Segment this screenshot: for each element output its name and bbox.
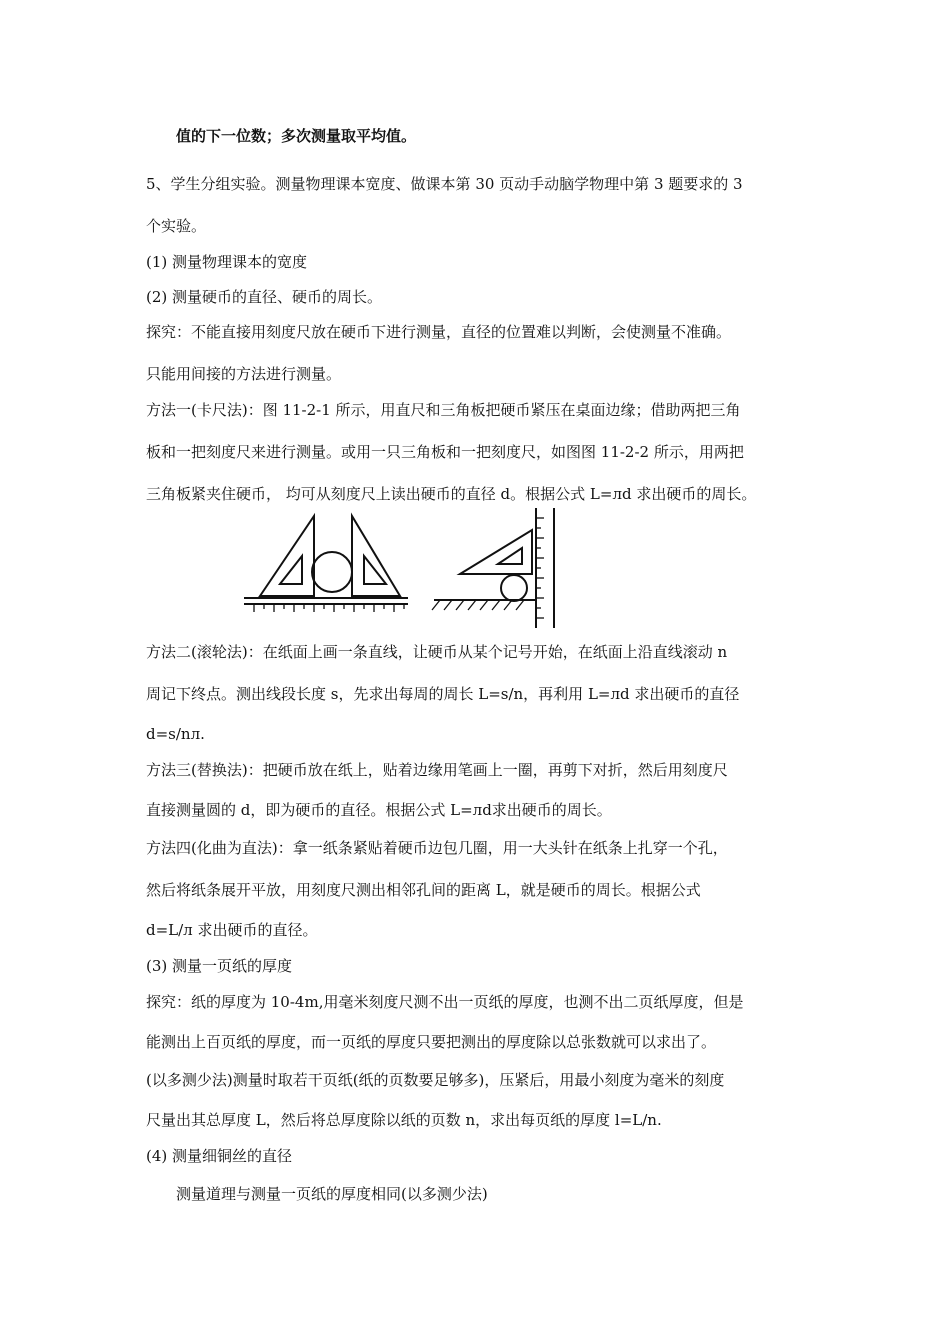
text-line: (2) 测量硬币的直径、硬币的周长。 — [146, 288, 383, 306]
text-line: (以多测少法)测量时取若干页纸(纸的页数要足够多)，压紧后，用最小刻度为毫米的刻度 — [146, 1071, 725, 1089]
text-line: (3) 测量一页纸的厚度 — [146, 957, 293, 975]
text-line: 然后将纸条展开平放，用刻度尺测出相邻孔间的距离 L，就是硬币的周长。根据公式 — [146, 881, 701, 899]
text-line: (1) 测量物理课本的宽度 — [146, 253, 308, 271]
text-line: (4) 测量细铜丝的直径 — [146, 1147, 293, 1165]
text-line: 尺量出其总厚度 L，然后将总厚度除以纸的页数 n，求出每页纸的厚度 l=L/n. — [146, 1111, 662, 1129]
text-line: 三角板紧夹住硬币， 均可从刻度尺上读出硬币的直径 d。根据公式 L=лd 求出硬币的周长。 — [146, 485, 757, 503]
caliper-method-figure — [240, 508, 580, 632]
text-line: 方法四(化曲为直法)：拿一纸条紧贴着硬币边包几圈，用一大头针在纸条上扎穿一个孔， — [146, 839, 728, 857]
text-line: 测量道理与测量一页纸的厚度相同(以多测少法) — [176, 1185, 488, 1203]
text-line: 探究：纸的厚度为 10-4m,用毫米刻度尺测不出一页纸的厚度，也测不出二页纸厚度，但是 — [146, 993, 744, 1011]
text-line: 5、学生分组实验。测量物理课本宽度、做课本第 30 页动手动脑学物理中第 3 题要求的 3 — [146, 175, 743, 193]
text-line: 个实验。 — [146, 217, 207, 235]
text-line: 只能用间接的方法进行测量。 — [146, 365, 342, 383]
text-line: 板和一把刻度尺来进行测量。或用一只三角板和一把刻度尺，如图图 11-2-2 所示，用两把 — [146, 443, 744, 461]
text-line: d=L/л 求出硬币的直径。 — [146, 921, 318, 939]
right-triangle-hole — [364, 556, 386, 584]
text-line: 方法一(卡尺法)：图 11-2-1 所示，用直尺和三角板把硬币紧压在桌面边缘；借助两把三角 — [146, 401, 741, 419]
text-line: d=s/nл. — [146, 725, 205, 743]
text-line: 能测出上百页纸的厚度，而一页纸的厚度只要把测出的厚度除以总张数就可以求出了。 — [146, 1033, 717, 1051]
text-line: 直接测量圆的 d，即为硬币的直径。根据公式 L=лd求出硬币的周长。 — [146, 801, 612, 819]
text-line: 探究：不能直接用刻度尺放在硬币下进行测量，直径的位置难以判断，会使测量不准确。 — [146, 323, 732, 341]
coin — [312, 552, 352, 592]
text-line: 方法三(替换法)：把硬币放在纸上，贴着边缘用笔画上一圈，再剪下对折，然后用刻度尺 — [146, 761, 728, 779]
text-line: 值的下一位数；多次测量取平均值。 — [176, 127, 417, 145]
text-line: 方法二(滚轮法)：在纸面上画一条直线，让硬币从某个记号开始，在纸面上沿直线滚动 n — [146, 643, 728, 661]
upper-triangle-hole — [498, 548, 522, 564]
text-line: 周记下终点。测出线段长度 s，先求出每周的周长 L=s/n，再利用 L=лd 求出硬币的直径 — [146, 685, 740, 703]
coin-2 — [501, 575, 527, 601]
